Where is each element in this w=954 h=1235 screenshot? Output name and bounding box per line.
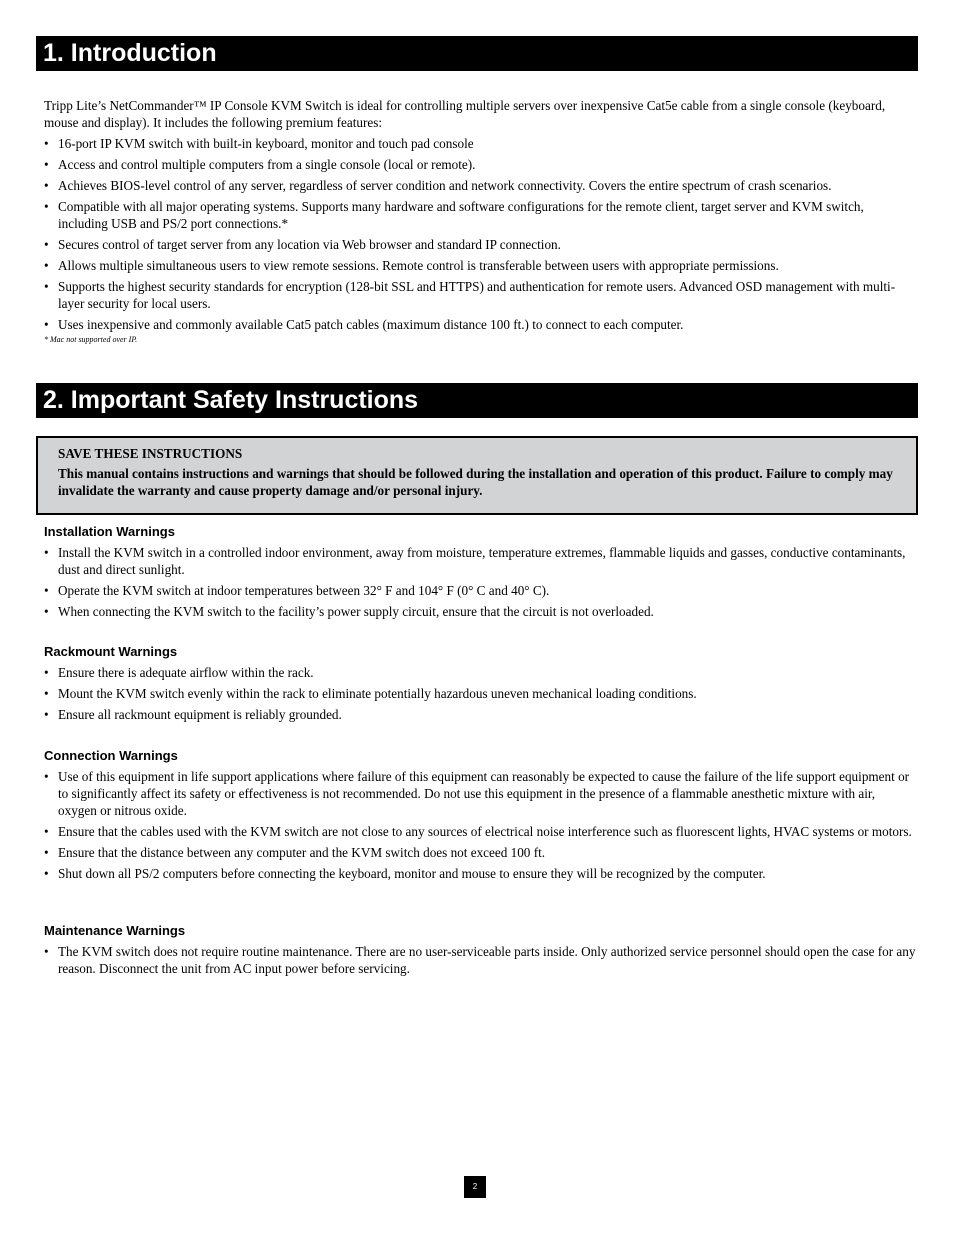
list-item: • Shut down all PS/2 computers before connecting the keyboard, monitor and mouse to ensure they will be recognized by the computer. (44, 865, 916, 882)
rackmount-warnings (44, 643, 916, 723)
feature-list (44, 135, 916, 333)
list-item: • Access and control multiple computers from a single console (local or remote). (44, 156, 916, 173)
list-item: • Secures control of target server from any location via Web browser and standard IP connection. (44, 236, 916, 253)
connection-warnings-title: Connection Warnings (44, 748, 178, 763)
footnote: * Mac not supported over IP. (44, 335, 138, 344)
notice-text: This manual contains instructions and warnings that should be followed during the installation and operation of this product. Failure to comply may invalidate the warranty and cause property damage and/or personal injury. (58, 466, 893, 498)
page-number: 2 (464, 1176, 486, 1198)
list-item: • Ensure that the cables used with the KVM switch are not close to any sources of electrical noise interference such as fluorescent lights, HVAC systems or motors. (44, 823, 916, 840)
safety-heading: 2. Important Safety Instructions (36, 383, 918, 418)
connection-warnings (44, 747, 916, 882)
introduction-heading: 1. Introduction (36, 36, 918, 71)
maintenance-warnings (44, 922, 916, 977)
list-item: • Achieves BIOS-level control of any server, regardless of server condition and network connectivity. Covers the entire spectrum of crash scenarios. (44, 177, 916, 194)
installation-warnings (44, 523, 916, 620)
list-item: • Supports the highest security standards for encryption (128-bit SSL and HTTPS) and authentication for remote users. Advanced OSD management with multi-layer security for local users. (44, 278, 916, 312)
list-item: • Compatible with all major operating systems. Supports many hardware and software configurations for the remote client, target server and KVM switch, including USB and PS/2 port connections.* (44, 198, 916, 232)
list-item: • When connecting the KVM switch to the facility’s power supply circuit, ensure that the circuit is not overloaded. (44, 603, 916, 620)
list-item: • The KVM switch does not require routine maintenance. There are no user-serviceable parts inside. Only authorized service personnel should open the case for any reason. Disconnect the unit from AC input power before servicing. (44, 943, 916, 977)
introduction-body (44, 97, 916, 345)
list-item: • Use of this equipment in life support applications where failure of this equipment can reasonably be expected to cause the failure of the life support equipment or to significantly affect its safety or effectiveness is not recommended. Do not use this equipment in the presence of a flammable anesthetic mixture with air, oxygen or nitrous oxide. (44, 768, 916, 819)
rackmount-warnings-title: Rackmount Warnings (44, 644, 178, 659)
list-item: • Operate the KVM switch at indoor temperatures between 32° F and 104° F (0° C and 40° C). (44, 582, 916, 599)
list-item: • Uses inexpensive and commonly available Cat5 patch cables (maximum distance 100 ft.) to connect to each computer. (44, 316, 916, 333)
list-item: • Ensure all rackmount equipment is reliably grounded. (44, 706, 916, 723)
intro-lead: Tripp Lite’s NetCommander™ IP Console KVM Switch is ideal for controlling multiple servers over inexpensive Cat5e cable from a single console (keyboard, mouse and display). It includes the following premium features: (44, 98, 886, 130)
list-item: • Mount the KVM switch evenly within the rack to eliminate potentially hazardous uneven mechanical loading conditions. (44, 685, 916, 702)
list-item: • Allows multiple simultaneous users to view remote sessions. Remote control is transferable between users with appropriate permissions. (44, 257, 916, 274)
list-item: • 16-port IP KVM switch with built-in keyboard, monitor and touch pad console (44, 135, 916, 152)
maintenance-warnings-title: Maintenance Warnings (44, 923, 186, 938)
notice-title: SAVE THESE INSTRUCTIONS (58, 446, 243, 461)
list-item: • Ensure there is adequate airflow within the rack. (44, 664, 916, 681)
installation-warnings-title: Installation Warnings (44, 524, 175, 539)
save-instructions-notice (36, 436, 918, 515)
list-item: • Ensure that the distance between any computer and the KVM switch does not exceed 100 ft. (44, 844, 916, 861)
list-item: • Install the KVM switch in a controlled indoor environment, away from moisture, temperature extremes, flammable liquids and gasses, conductive contaminants, dust and direct sunlight. (44, 544, 916, 578)
